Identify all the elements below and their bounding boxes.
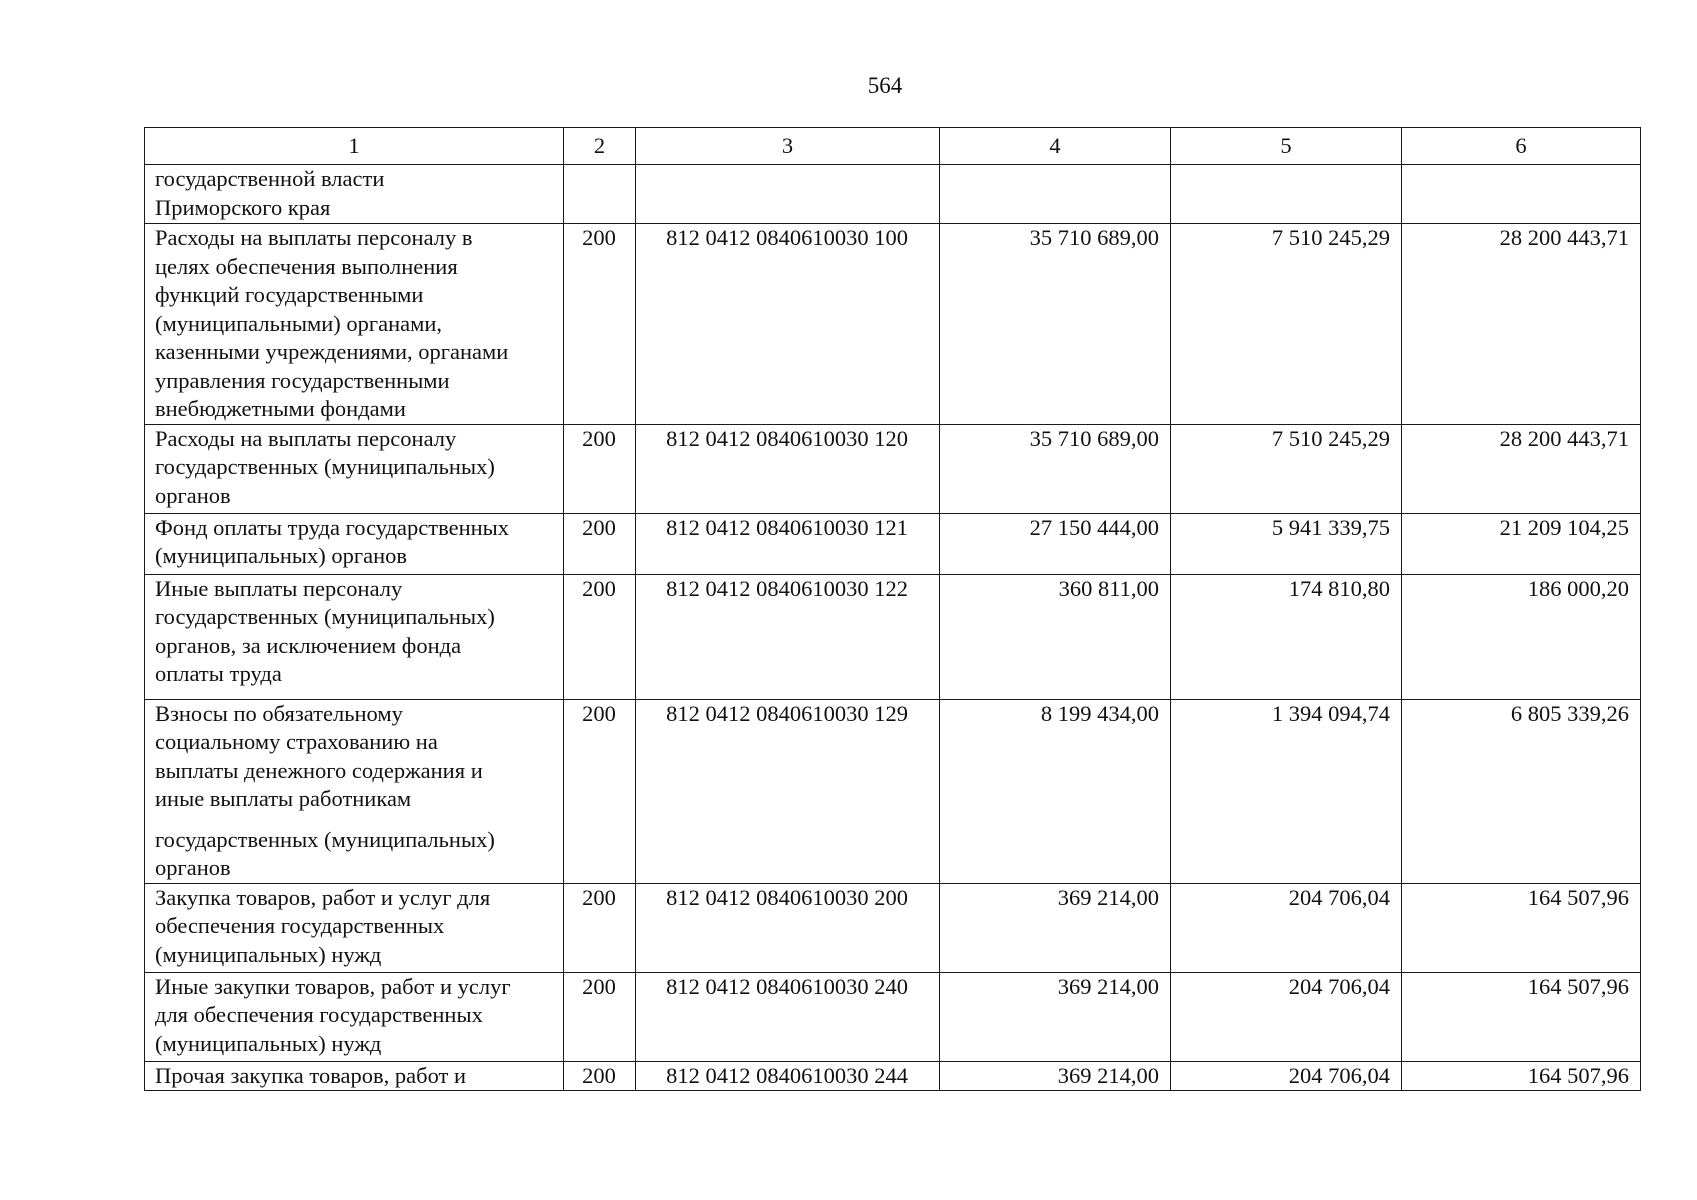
row-name-line: Закупка товаров, работ и услуг для <box>155 884 491 910</box>
row-name-line: органов <box>155 482 231 508</box>
row-name-part <box>155 575 552 689</box>
row-name-part <box>155 826 552 883</box>
table-row <box>145 224 1641 425</box>
page-number: 564 <box>867 73 903 98</box>
row-name-cell <box>145 883 564 972</box>
row-name-part <box>155 514 552 571</box>
approved-amount-cell <box>940 165 1171 224</box>
executed-amount-cell: 1 394 094,74 <box>1171 699 1402 883</box>
admin-code-cell <box>564 165 636 224</box>
table-row <box>145 972 1641 1061</box>
row-name-line: Прочая закупка товаров, работ и <box>155 1062 467 1088</box>
row-name-line: государственных (муниципальных) <box>155 454 495 479</box>
budget-table <box>144 127 1641 1091</box>
table-row <box>145 574 1641 699</box>
executed-amount-cell: 5 941 339,75 <box>1171 513 1402 574</box>
table-row <box>145 424 1641 513</box>
approved-amount-cell: 369 214,00 <box>940 1061 1171 1091</box>
executed-amount-cell <box>1171 165 1402 224</box>
table-header-row <box>145 128 1641 165</box>
classification-code-cell <box>636 165 940 224</box>
row-name-line: (муниципальных) органов <box>155 543 408 568</box>
row-name-line: (муниципальных) нужд <box>155 941 382 967</box>
row-name-line: государственной власти <box>155 166 385 191</box>
classification-code-cell: 812 0412 0840610030 240 <box>636 972 940 1061</box>
row-name-line: Взносы по обязательному <box>155 700 403 726</box>
approved-amount-cell: 8 199 434,00 <box>940 699 1171 883</box>
classification-code-cell: 812 0412 0840610030 200 <box>636 883 940 972</box>
row-name-line: (муниципальных) нужд <box>155 1030 382 1056</box>
classification-code-cell: 812 0412 0840610030 122 <box>636 574 940 699</box>
executed-amount-cell: 204 706,04 <box>1171 972 1402 1061</box>
row-name-line: обеспечения государственных <box>155 913 445 938</box>
row-name-line: органов <box>155 855 231 880</box>
row-name-line: Иные выплаты персоналу <box>155 575 403 601</box>
row-name-part <box>155 165 552 222</box>
remaining-amount-cell: 164 507,96 <box>1402 1061 1641 1091</box>
column-header: 5 <box>1171 128 1402 165</box>
row-name-cell <box>145 1061 564 1091</box>
row-name-cell <box>145 165 564 224</box>
approved-amount-cell: 27 150 444,00 <box>940 513 1171 574</box>
row-name-cell <box>145 972 564 1061</box>
admin-code-cell: 200 <box>564 699 636 883</box>
row-name-line: управления государственными <box>155 367 450 393</box>
admin-code-cell: 200 <box>564 424 636 513</box>
row-name-part <box>155 884 552 970</box>
approved-amount-cell: 360 811,00 <box>940 574 1171 699</box>
row-name-part <box>155 1062 552 1091</box>
remaining-amount-cell: 164 507,96 <box>1402 883 1641 972</box>
row-name-line: целях обеспечения выполнения <box>155 253 458 279</box>
row-name-line: выплаты денежного содержания и <box>155 757 483 783</box>
row-name-cell <box>145 574 564 699</box>
column-header: 3 <box>636 128 940 165</box>
table-row <box>145 1061 1641 1091</box>
classification-code-cell: 812 0412 0840610030 120 <box>636 424 940 513</box>
row-name-line: Расходы на выплаты персоналу в <box>155 225 473 250</box>
row-name-line: оплаты труда <box>155 661 282 686</box>
column-header: 6 <box>1402 128 1641 165</box>
row-name-cell <box>145 424 564 513</box>
admin-code-cell: 200 <box>564 574 636 699</box>
row-name-cell <box>145 224 564 425</box>
row-name-line: Расходы на выплаты персоналу <box>155 425 457 451</box>
admin-code-cell: 200 <box>564 224 636 425</box>
row-name-line: государственных (муниципальных) <box>155 604 495 629</box>
approved-amount-cell: 35 710 689,00 <box>940 424 1171 513</box>
row-name-part <box>155 224 552 424</box>
table-row <box>145 699 1641 883</box>
row-name-line: (муниципальными) органами, <box>155 310 443 336</box>
approved-amount-cell: 369 214,00 <box>940 972 1171 1061</box>
row-name-part <box>155 425 552 511</box>
classification-code-cell: 812 0412 0840610030 129 <box>636 699 940 883</box>
row-name-line: внебюджетными фондами <box>155 396 406 421</box>
remaining-amount-cell: 6 805 339,26 <box>1402 699 1641 883</box>
row-name-line: социальному страхованию на <box>155 729 438 754</box>
column-header: 4 <box>940 128 1171 165</box>
remaining-amount-cell: 186 000,20 <box>1402 574 1641 699</box>
row-name-line: казенными учреждениями, органами <box>155 339 509 364</box>
table-row <box>145 513 1641 574</box>
remaining-amount-cell: 28 200 443,71 <box>1402 424 1641 513</box>
row-name-line: органов, за исключением фонда <box>155 632 462 658</box>
table-row <box>145 165 1641 224</box>
row-name-cell <box>145 513 564 574</box>
table-body <box>145 165 1641 1091</box>
approved-amount-cell: 369 214,00 <box>940 883 1171 972</box>
admin-code-cell: 200 <box>564 513 636 574</box>
row-name-line: иные выплаты работникам <box>155 786 412 811</box>
row-name-line: Фонд оплаты труда государственных <box>155 514 510 540</box>
row-name-line: государственных (муниципальных) <box>155 826 495 852</box>
row-name-line: для обеспечения государственных <box>155 1002 483 1027</box>
admin-code-cell: 200 <box>564 1061 636 1091</box>
remaining-amount-cell: 21 209 104,25 <box>1402 513 1641 574</box>
classification-code-cell: 812 0412 0840610030 244 <box>636 1061 940 1091</box>
table-row <box>145 883 1641 972</box>
row-name-line: функций государственными <box>155 282 424 307</box>
executed-amount-cell: 7 510 245,29 <box>1171 224 1402 425</box>
admin-code-cell: 200 <box>564 883 636 972</box>
remaining-amount-cell <box>1402 165 1641 224</box>
row-name-line: Приморского края <box>155 194 331 220</box>
row-name-part <box>155 973 552 1059</box>
row-name-part <box>155 700 552 814</box>
executed-amount-cell: 204 706,04 <box>1171 883 1402 972</box>
executed-amount-cell: 7 510 245,29 <box>1171 424 1402 513</box>
column-header: 2 <box>564 128 636 165</box>
remaining-amount-cell: 164 507,96 <box>1402 972 1641 1061</box>
row-name-line: Иные закупки товаров, работ и услуг <box>155 973 511 999</box>
approved-amount-cell: 35 710 689,00 <box>940 224 1171 425</box>
executed-amount-cell: 204 706,04 <box>1171 1061 1402 1091</box>
classification-code-cell: 812 0412 0840610030 100 <box>636 224 940 425</box>
remaining-amount-cell: 28 200 443,71 <box>1402 224 1641 425</box>
classification-code-cell: 812 0412 0840610030 121 <box>636 513 940 574</box>
admin-code-cell: 200 <box>564 972 636 1061</box>
column-header: 1 <box>145 128 564 165</box>
row-name-cell <box>145 699 564 883</box>
executed-amount-cell: 174 810,80 <box>1171 574 1402 699</box>
